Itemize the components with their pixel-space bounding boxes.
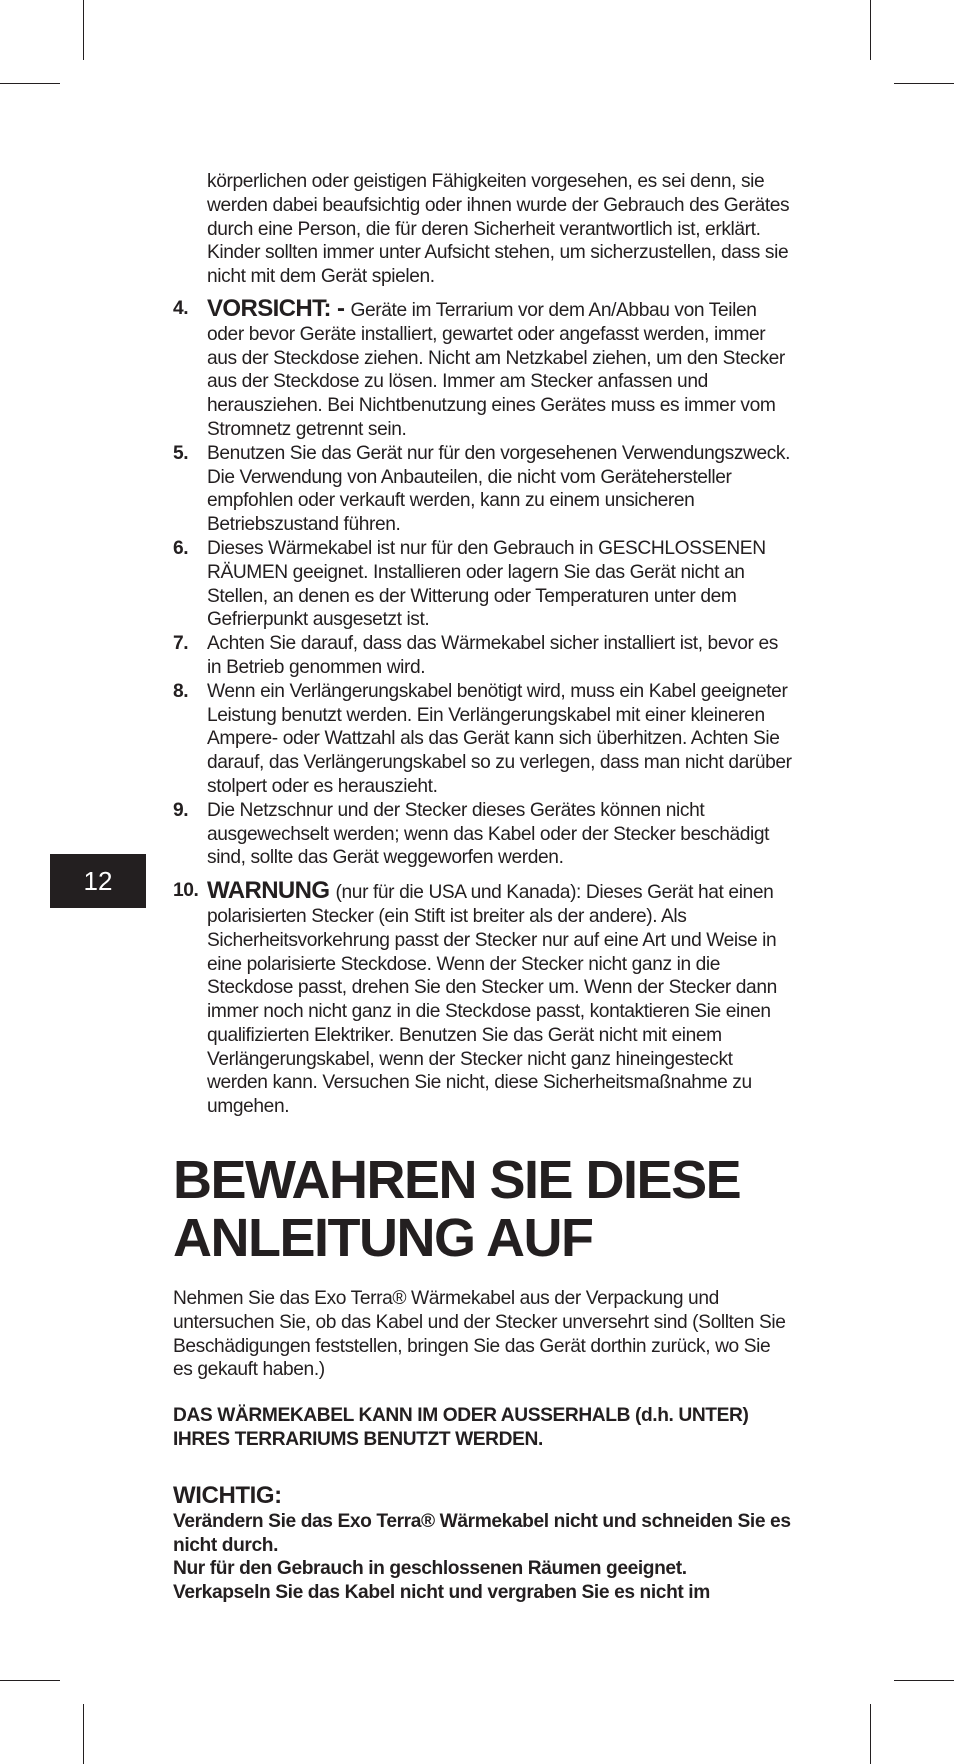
crop-mark-bottom-left-horizontal [0,1680,60,1681]
wichtig-title: WICHTIG: [173,1481,282,1509]
item-text: Dieses Wärmekabel ist nur für den Gebrauch in GESCHLOSSENEN RÄUMEN geeignet. Installieren oder lagern Sie das Gerät nicht an Stellen, an denen es der Witterung oder Temperaturen unter dem Gefrierpunkt ausgesetzt ist. [207,537,766,631]
crop-mark-bottom-right-horizontal [894,1680,954,1681]
list-item [173,632,793,680]
item-text: Geräte im Terrarium vor dem An/Abbau von Teilen oder bevor Geräte installiert, gewartet oder angefasst werden, immer aus der Steckdose ziehen. Nicht am Netzkabel ziehen, um den Stecker aus der Steckdose zu lösen. Immer am Stecker anfassen und herausziehen. Bei Nichtbenutzung eines Gerätes muss es immer vom Stromnetz getrennt sein. [207,299,785,440]
document-body [173,170,793,1605]
list-item [173,442,793,537]
crop-mark-bottom-right-vertical [870,1704,871,1764]
crop-mark-top-left-vertical [83,0,84,60]
crop-mark-top-right-vertical [870,0,871,60]
crop-mark-bottom-left-vertical [83,1704,84,1764]
crop-mark-top-right-horizontal [894,83,954,84]
item-text: Die Netzschnur und der Stecker dieses Gerätes können nicht ausgewechselt werden; wenn das Kabel oder der Stecker beschädigt sind, sollte das Gerät weggeworfen werden. [207,799,770,869]
item-number: 10. [173,880,199,902]
wichtig-line-2: Nur für den Gebrauch in geschlossenen Räumen geeignet. [173,1558,687,1580]
intro-paragraph: Nehmen Sie das Exo Terra® Wärmekabel aus der Verpackung und untersuchen Sie, ob das Kabel und der Stecker unversehrt sind (Sollten Sie Beschädigungen feststellen, bringen Sie das Gerät dorthin zurück, wo Sie es gekauft haben.) [173,1288,786,1381]
item-number: 6. [173,537,189,559]
item-text: Achten Sie darauf, dass das Wärmekabel sicher installiert ist, bevor es in Betrieb genommen wird. [207,633,778,678]
item-text: Wenn ein Verlängerungskabel benötigt wird, muss ein Kabel geeigneter Leistung benutzt werden. Ein Verlängerungskabel mit einer kleineren Ampere- oder Wattzahl als das Gerät kann sich überhitzen. Achten Sie darauf, das Verlängerungskabel so zu verlegen, dass man nicht darüber stolpert oder es herauszieht. [207,680,792,797]
list-item [173,680,793,799]
item-lead: VORSICHT: - [207,294,351,322]
item-text: (nur für die USA und Kanada): Dieses Gerät hat einen polarisierten Stecker (ein Stift ist breiter als der andere). Als Sicherheitsvorkehrung passt der Stecker nur auf eine Art und Weise in eine polarisierte Steckdose. Wenn der Stecker nicht ganz in die Steckdose passt, drehen Sie den Stecker um. Wenn der Stecker dann immer noch nicht ganz in die Steckdose passt, kontaktieren Sie einen qualifizierten Elektriker. Benutzen Sie das Gerät nicht mit einem Verlängerungskabel, wenn der Stecker nicht ganz hineingesteckt werden kann. Versuchen Sie nicht, diese Sicherheitsmaßnahme zu umgehen. [207,882,777,1118]
wichtig-line-3: Verkapseln Sie das Kabel nicht und vergraben Sie es nicht im [173,1582,710,1604]
item-number: 5. [173,442,189,464]
list-item [173,537,793,632]
list-item [173,879,793,1119]
wichtig-line-1: Verändern Sie das Exo Terra® Wärmekabel nicht und schneiden Sie es nicht durch. [173,1510,791,1556]
item-number: 8. [173,680,189,702]
crop-mark-top-left-horizontal [0,83,60,84]
list-item [173,294,793,442]
usage-note: DAS WÄRMEKABEL KANN IM ODER AUSSERHALB (d.h. UNTER) IHRES TERRARIUMS BENUTZT WERDEN. [173,1405,749,1451]
item-lead: WARNUNG [207,877,336,905]
list-item [173,799,793,870]
page-number: 12 [83,866,113,896]
heading-line-1: BEWAHREN SIE DIESE [173,1150,741,1211]
heading-line-2: ANLEITUNG AUF [173,1208,593,1269]
item-number: 4. [173,297,189,319]
item-text: Benutzen Sie das Gerät nur für den vorgesehenen Verwendungszweck. Die Verwendung von Anbauteilen, die nicht vom Gerätehersteller empfohlen oder verkauft werden, kann zu einem unsicheren Betriebszustand führen. [207,442,791,536]
safety-list [173,294,793,1119]
page-number-tab [50,854,146,908]
continuation-paragraph: körperlichen oder geistigen Fähigkeiten vorgesehen, es sei denn, sie werden dabei beaufsichtig oder ihnen wurde der Gebrauch des Gerätes durch eine Person, die für deren Sicherheit verantwortlich ist, erklärt. Kinder sollten immer unter Aufsicht stehen, um sicherzustellen, dass sie nicht mit dem Gerät spielen. [207,171,790,288]
item-number: 7. [173,633,189,655]
item-number: 9. [173,799,189,821]
section-heading [173,1151,793,1267]
